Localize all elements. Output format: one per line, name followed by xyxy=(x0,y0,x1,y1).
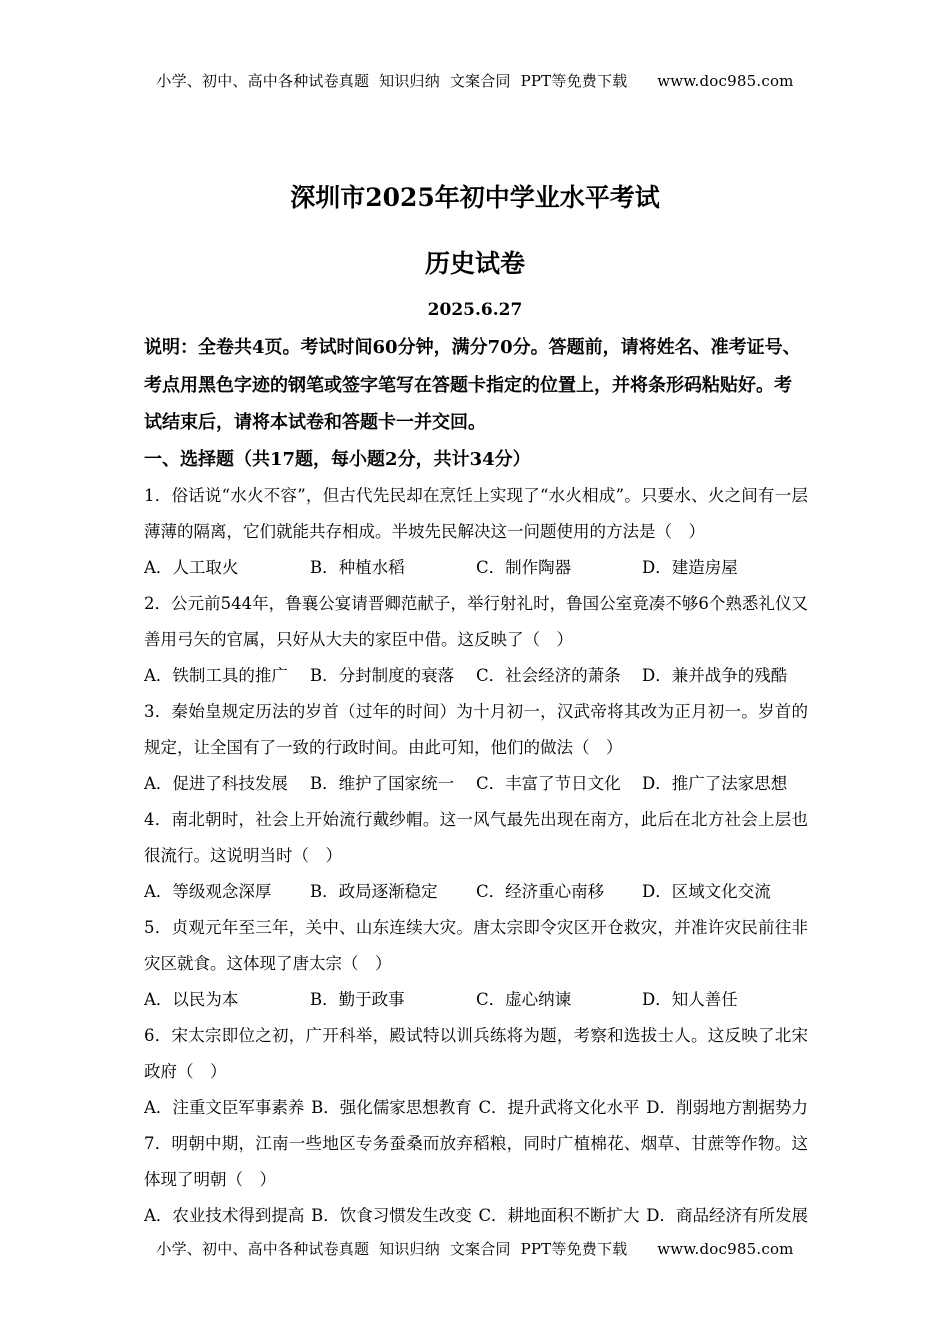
question-1-option-d: D．建造房屋 xyxy=(642,557,738,577)
question-5-text: 5．贞观元年至三年，关中、山东连续大灾。唐太宗即令灾区开仓救灾，并准许灾民前往非灾区就食。这体现了唐太宗（ ） xyxy=(144,917,808,973)
question-7-options xyxy=(144,1198,808,1234)
question-5-option-d: D．知人善任 xyxy=(642,989,738,1009)
question-2-text: 2．公元前544年，鲁襄公宴请晋卿范献子，举行射礼时，鲁国公室竟凑不够6个熟悉礼仪又善用弓矢的官属，只好从大夫的家臣中借。这反映了（ ） xyxy=(144,593,808,649)
question-3-option-c: C．丰富了节日文化 xyxy=(476,773,621,793)
question-1-option-a: A．人工取火 xyxy=(144,557,239,577)
question-6-options xyxy=(144,1090,808,1126)
exam-notice: 说明：全卷共4页。考试时间60分钟，满分70分。答题前，请将姓名、准考证号、考点用黑色字迹的钢笔或签字笔写在答题卡指定的位置上，并将条形码粘贴好。考试结束后，请将本试卷和答题卡一并交回。 xyxy=(144,337,801,433)
question-2-option-b: B．分封制度的衰落 xyxy=(310,665,455,685)
question-3-option-a: A．促进了科技发展 xyxy=(144,773,288,793)
question-7-option-b: B．饮食习惯发生改变 xyxy=(311,1205,472,1225)
question-5-option-a: A．以民为本 xyxy=(144,989,239,1009)
footer-banner: 小学、初中、高中各种试卷真题 知识归纳 文案合同 PPT等免费下载 www.doc985.com xyxy=(156,1240,794,1258)
section-title: 一、选择题（共17题，每小题2分，共计34分） xyxy=(144,448,531,470)
question-4-options xyxy=(144,874,808,910)
question-6-option-b: B．强化儒家思想教育 xyxy=(311,1097,472,1117)
question-5-option-b: B．勤于政事 xyxy=(310,989,405,1009)
question-7-text: 7．明朝中期，江南一些地区专务蚕桑而放弃稻粮，同时广植棉花、烟草、甘蔗等作物。这体现了明朝（ ） xyxy=(144,1133,808,1189)
question-6-option-a: A．注重文臣军事素养 xyxy=(144,1097,305,1117)
question-5-option-c: C．虚心纳谏 xyxy=(476,989,572,1009)
question-2-option-c: C．社会经济的萧条 xyxy=(476,665,621,685)
exam-title: 深圳市2025年初中学业水平考试 xyxy=(290,183,660,212)
question-4-option-c: C．经济重心南移 xyxy=(476,881,605,901)
question-1-option-b: B．种植水稻 xyxy=(310,557,405,577)
question-1-text: 1．俗话说“水火不容”，但古代先民却在烹饪上实现了“水火相成”。只要水、火之间有一层薄薄的隔离，它们就能共存相成。半坡先民解决这一问题使用的方法是（ ） xyxy=(144,485,808,541)
question-7-option-d: D．商品经济有所发展 xyxy=(646,1205,808,1225)
exam-date: 2025.6.27 xyxy=(427,300,523,320)
question-6-option-c: C．提升武将文化水平 xyxy=(478,1097,640,1117)
question-7-option-a: A．农业技术得到提高 xyxy=(144,1205,305,1225)
question-6-option-d: D．削弱地方割据势力 xyxy=(646,1097,808,1117)
question-4-text: 4．南北朝时，社会上开始流行戴纱帽。这一风气最先出现在南方，此后在北方社会上层也很流行。这说明当时（ ） xyxy=(144,809,808,865)
question-4-option-a: A．等级观念深厚 xyxy=(144,881,272,901)
question-3-option-d: D．推广了法家思想 xyxy=(642,773,788,793)
question-2-option-a: A．铁制工具的推广 xyxy=(144,665,288,685)
question-7-option-c: C．耕地面积不断扩大 xyxy=(478,1205,640,1225)
question-5-options xyxy=(144,982,808,1018)
exam-subtitle: 历史试卷 xyxy=(424,249,525,278)
question-2-option-d: D．兼并战争的残酷 xyxy=(642,665,788,685)
question-1-option-c: C．制作陶器 xyxy=(476,557,572,577)
question-1-options xyxy=(144,550,808,586)
question-4-option-b: B．政局逐渐稳定 xyxy=(310,881,438,901)
question-3-option-b: B．维护了国家统一 xyxy=(310,773,455,793)
question-6-text: 6．宋太宗即位之初，广开科举，殿试特以训兵练将为题，考察和选拔士人。这反映了北宋政府（ ） xyxy=(144,1025,808,1081)
header-banner: 小学、初中、高中各种试卷真题 知识归纳 文案合同 PPT等免费下载 www.doc985.com xyxy=(156,72,794,90)
question-3-options xyxy=(144,766,808,802)
exam-content xyxy=(144,329,808,1234)
question-2-options xyxy=(144,658,808,694)
question-3-text: 3．秦始皇规定历法的岁首（过年的时间）为十月初一，汉武帝将其改为正月初一。岁首的规定，让全国有了一致的行政时间。由此可知，他们的做法（ ） xyxy=(144,701,808,757)
question-4-option-d: D．区域文化交流 xyxy=(642,881,771,901)
